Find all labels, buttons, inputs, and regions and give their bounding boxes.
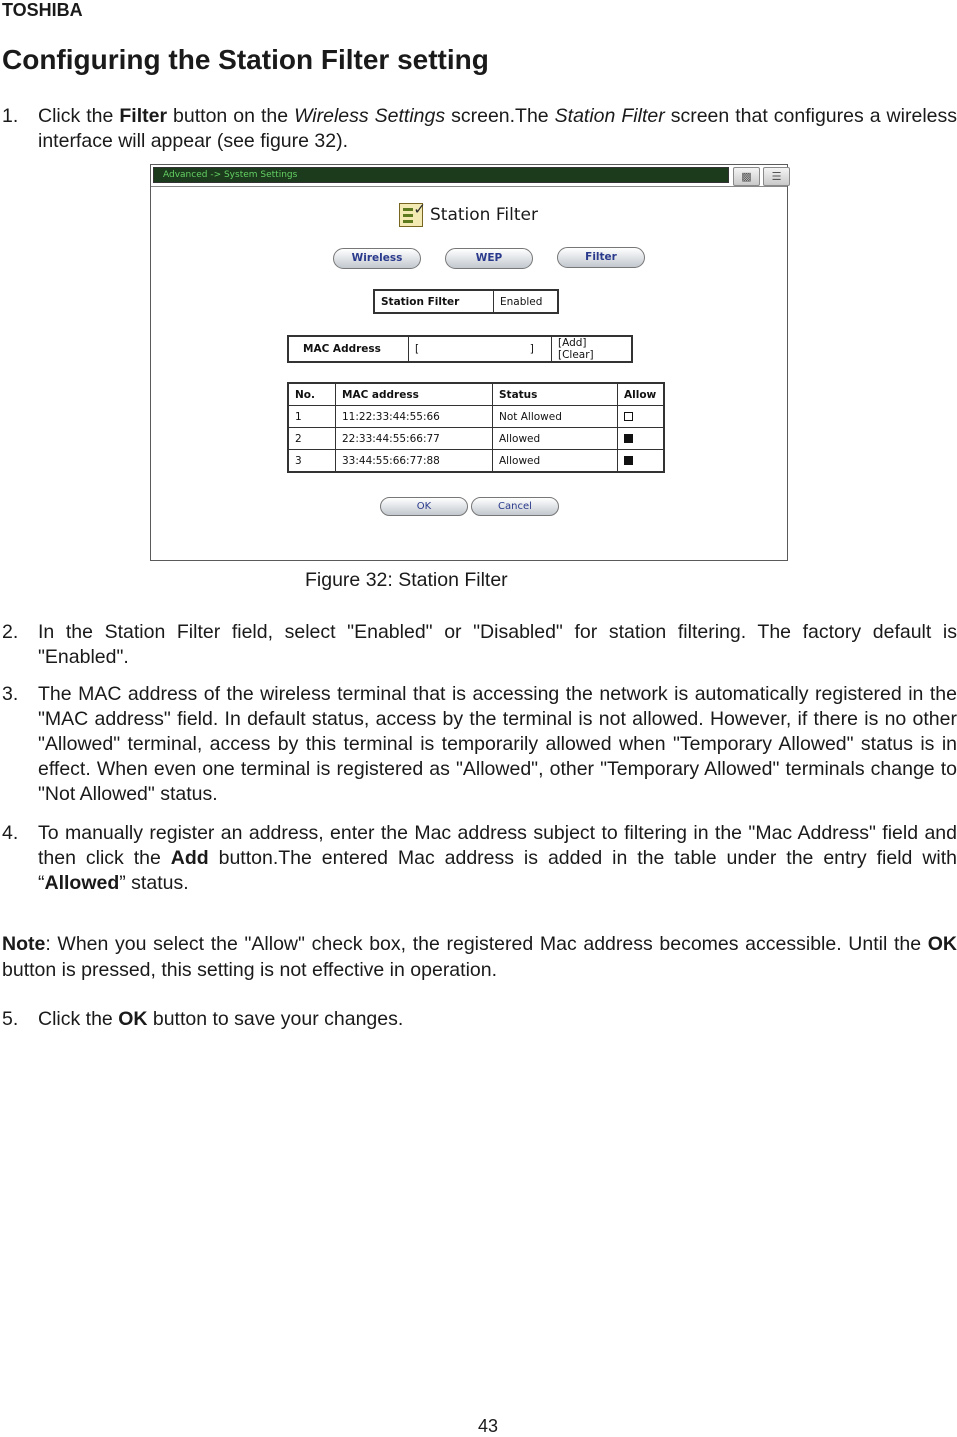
bracket-open: [ bbox=[415, 343, 420, 355]
step-1 bbox=[2, 104, 957, 154]
text-run: ” status. bbox=[119, 872, 189, 894]
page-title: Configuring the Station Filter setting bbox=[2, 44, 489, 75]
mac-filter-table bbox=[287, 382, 665, 473]
note-paragraph bbox=[2, 931, 957, 983]
tab-wireless[interactable]: Wireless bbox=[333, 248, 421, 269]
allow-checkbox[interactable] bbox=[624, 434, 633, 443]
step-2 bbox=[2, 620, 957, 670]
row-status: Not Allowed bbox=[493, 406, 618, 428]
table-row bbox=[288, 450, 664, 473]
allow-checkbox[interactable] bbox=[624, 412, 633, 421]
breadcrumb: Advanced -> System Settings bbox=[153, 167, 729, 183]
col-header-allow: Allow bbox=[618, 383, 665, 406]
tab-wep[interactable]: WEP bbox=[445, 248, 533, 269]
panel-heading-text: Station Filter bbox=[430, 205, 538, 225]
text-run-bold: Allowed bbox=[44, 872, 120, 894]
station-filter-screenshot bbox=[150, 164, 788, 561]
col-header-mac: MAC address bbox=[336, 383, 493, 406]
allow-checkbox[interactable] bbox=[624, 456, 633, 465]
text-run: Click the bbox=[38, 105, 120, 127]
text-run-bold: Filter bbox=[119, 105, 168, 127]
tab-filter[interactable]: Filter bbox=[557, 247, 645, 268]
row-allow-cell bbox=[618, 428, 665, 450]
station-filter-label: Station Filter bbox=[374, 290, 494, 313]
row-mac: 33:44:55:66:77:88 bbox=[336, 450, 493, 473]
text-run: button.The entered Mac address is added in the table under the entry field with “ bbox=[38, 847, 957, 894]
brand-logo-text: TOSHIBA bbox=[2, 0, 83, 20]
table-row bbox=[288, 406, 664, 428]
station-filter-setting bbox=[373, 289, 559, 314]
step-number: 4. bbox=[2, 822, 19, 844]
row-no: 1 bbox=[288, 406, 336, 428]
bracket-close: ] bbox=[529, 343, 534, 355]
mac-address-input[interactable] bbox=[409, 336, 552, 362]
step-number: 1. bbox=[2, 105, 19, 127]
row-mac: 22:33:44:55:66:77 bbox=[336, 428, 493, 450]
text-run-italic: Station Filter bbox=[554, 105, 665, 127]
add-clear-links[interactable]: [Add] [Clear] bbox=[552, 336, 633, 362]
panel-heading bbox=[399, 203, 538, 227]
toolbar-icons bbox=[733, 167, 790, 185]
ok-button[interactable]: OK bbox=[380, 497, 468, 516]
step-text: The MAC address of the wireless terminal that is accessing the network is automatically registered in the "MAC address" field. In default status, access by the terminal is not allowed. However, if there is no other "Allowed" terminal, access by this terminal is temporarily allowed when "Temporary Allowed" status is in effect. When even one terminal is registered as "Allowed", other "Temporary Allowed" terminals change to "Not Allowed" status. bbox=[38, 683, 957, 805]
text-run: screen that configures a wireless interface will appear (see figure 32). bbox=[38, 105, 957, 152]
row-allow-cell bbox=[618, 406, 665, 428]
mac-address-entry bbox=[287, 335, 633, 363]
table-row bbox=[288, 428, 664, 450]
step-text bbox=[38, 821, 957, 896]
table-header-row bbox=[288, 383, 664, 406]
row-allow-cell bbox=[618, 450, 665, 473]
step-text: In the Station Filter field, select "Enabled" or "Disabled" for station filtering. The factory default is "Enabled". bbox=[38, 621, 957, 668]
row-status: Allowed bbox=[493, 428, 618, 450]
text-run: screen.The bbox=[445, 105, 555, 127]
row-no: 3 bbox=[288, 450, 336, 473]
menu-icon[interactable]: ☰ bbox=[763, 167, 790, 186]
text-run: To manually register an address, enter the Mac address subject to filtering in the "Mac Address" field and then click the bbox=[38, 822, 957, 869]
col-header-status: Status bbox=[493, 383, 618, 406]
row-status: Allowed bbox=[493, 450, 618, 473]
col-header-no: No. bbox=[288, 383, 336, 406]
text-run-bold: Note bbox=[2, 933, 46, 955]
mac-address-label: MAC Address bbox=[288, 336, 409, 362]
row-no: 2 bbox=[288, 428, 336, 450]
step-5 bbox=[2, 1007, 957, 1032]
text-run-italic: Wireless Settings bbox=[294, 105, 446, 127]
text-run: button is pressed, this setting is not effective in operation. bbox=[2, 959, 498, 981]
figure-caption: Figure 32: Station Filter bbox=[305, 569, 508, 591]
text-run-bold: OK bbox=[927, 933, 957, 955]
step-number: 3. bbox=[2, 683, 19, 705]
step-4 bbox=[2, 821, 957, 896]
text-run: : When you select the "Allow" check box, the registered Mac address becomes accessible. Until the bbox=[45, 933, 928, 955]
settings-panel bbox=[151, 186, 787, 561]
step-text bbox=[38, 104, 957, 154]
text-run: button on the bbox=[167, 105, 295, 127]
row-mac: 11:22:33:44:55:66 bbox=[336, 406, 493, 428]
cancel-button[interactable]: Cancel bbox=[471, 497, 559, 516]
step-text bbox=[38, 1007, 957, 1032]
station-filter-select[interactable]: Enabled bbox=[494, 290, 559, 313]
text-run: button to save your changes. bbox=[147, 1008, 404, 1030]
step-number: 5. bbox=[2, 1008, 19, 1030]
text-run-bold: OK bbox=[118, 1008, 148, 1030]
step-3 bbox=[2, 682, 957, 807]
page-number: 43 bbox=[478, 1416, 499, 1436]
text-run: Click the bbox=[38, 1008, 119, 1030]
filter-checklist-icon bbox=[399, 203, 423, 227]
text-run-bold: Add bbox=[170, 847, 209, 869]
step-number: 2. bbox=[2, 621, 19, 643]
network-icon[interactable]: ▩ bbox=[733, 167, 760, 186]
